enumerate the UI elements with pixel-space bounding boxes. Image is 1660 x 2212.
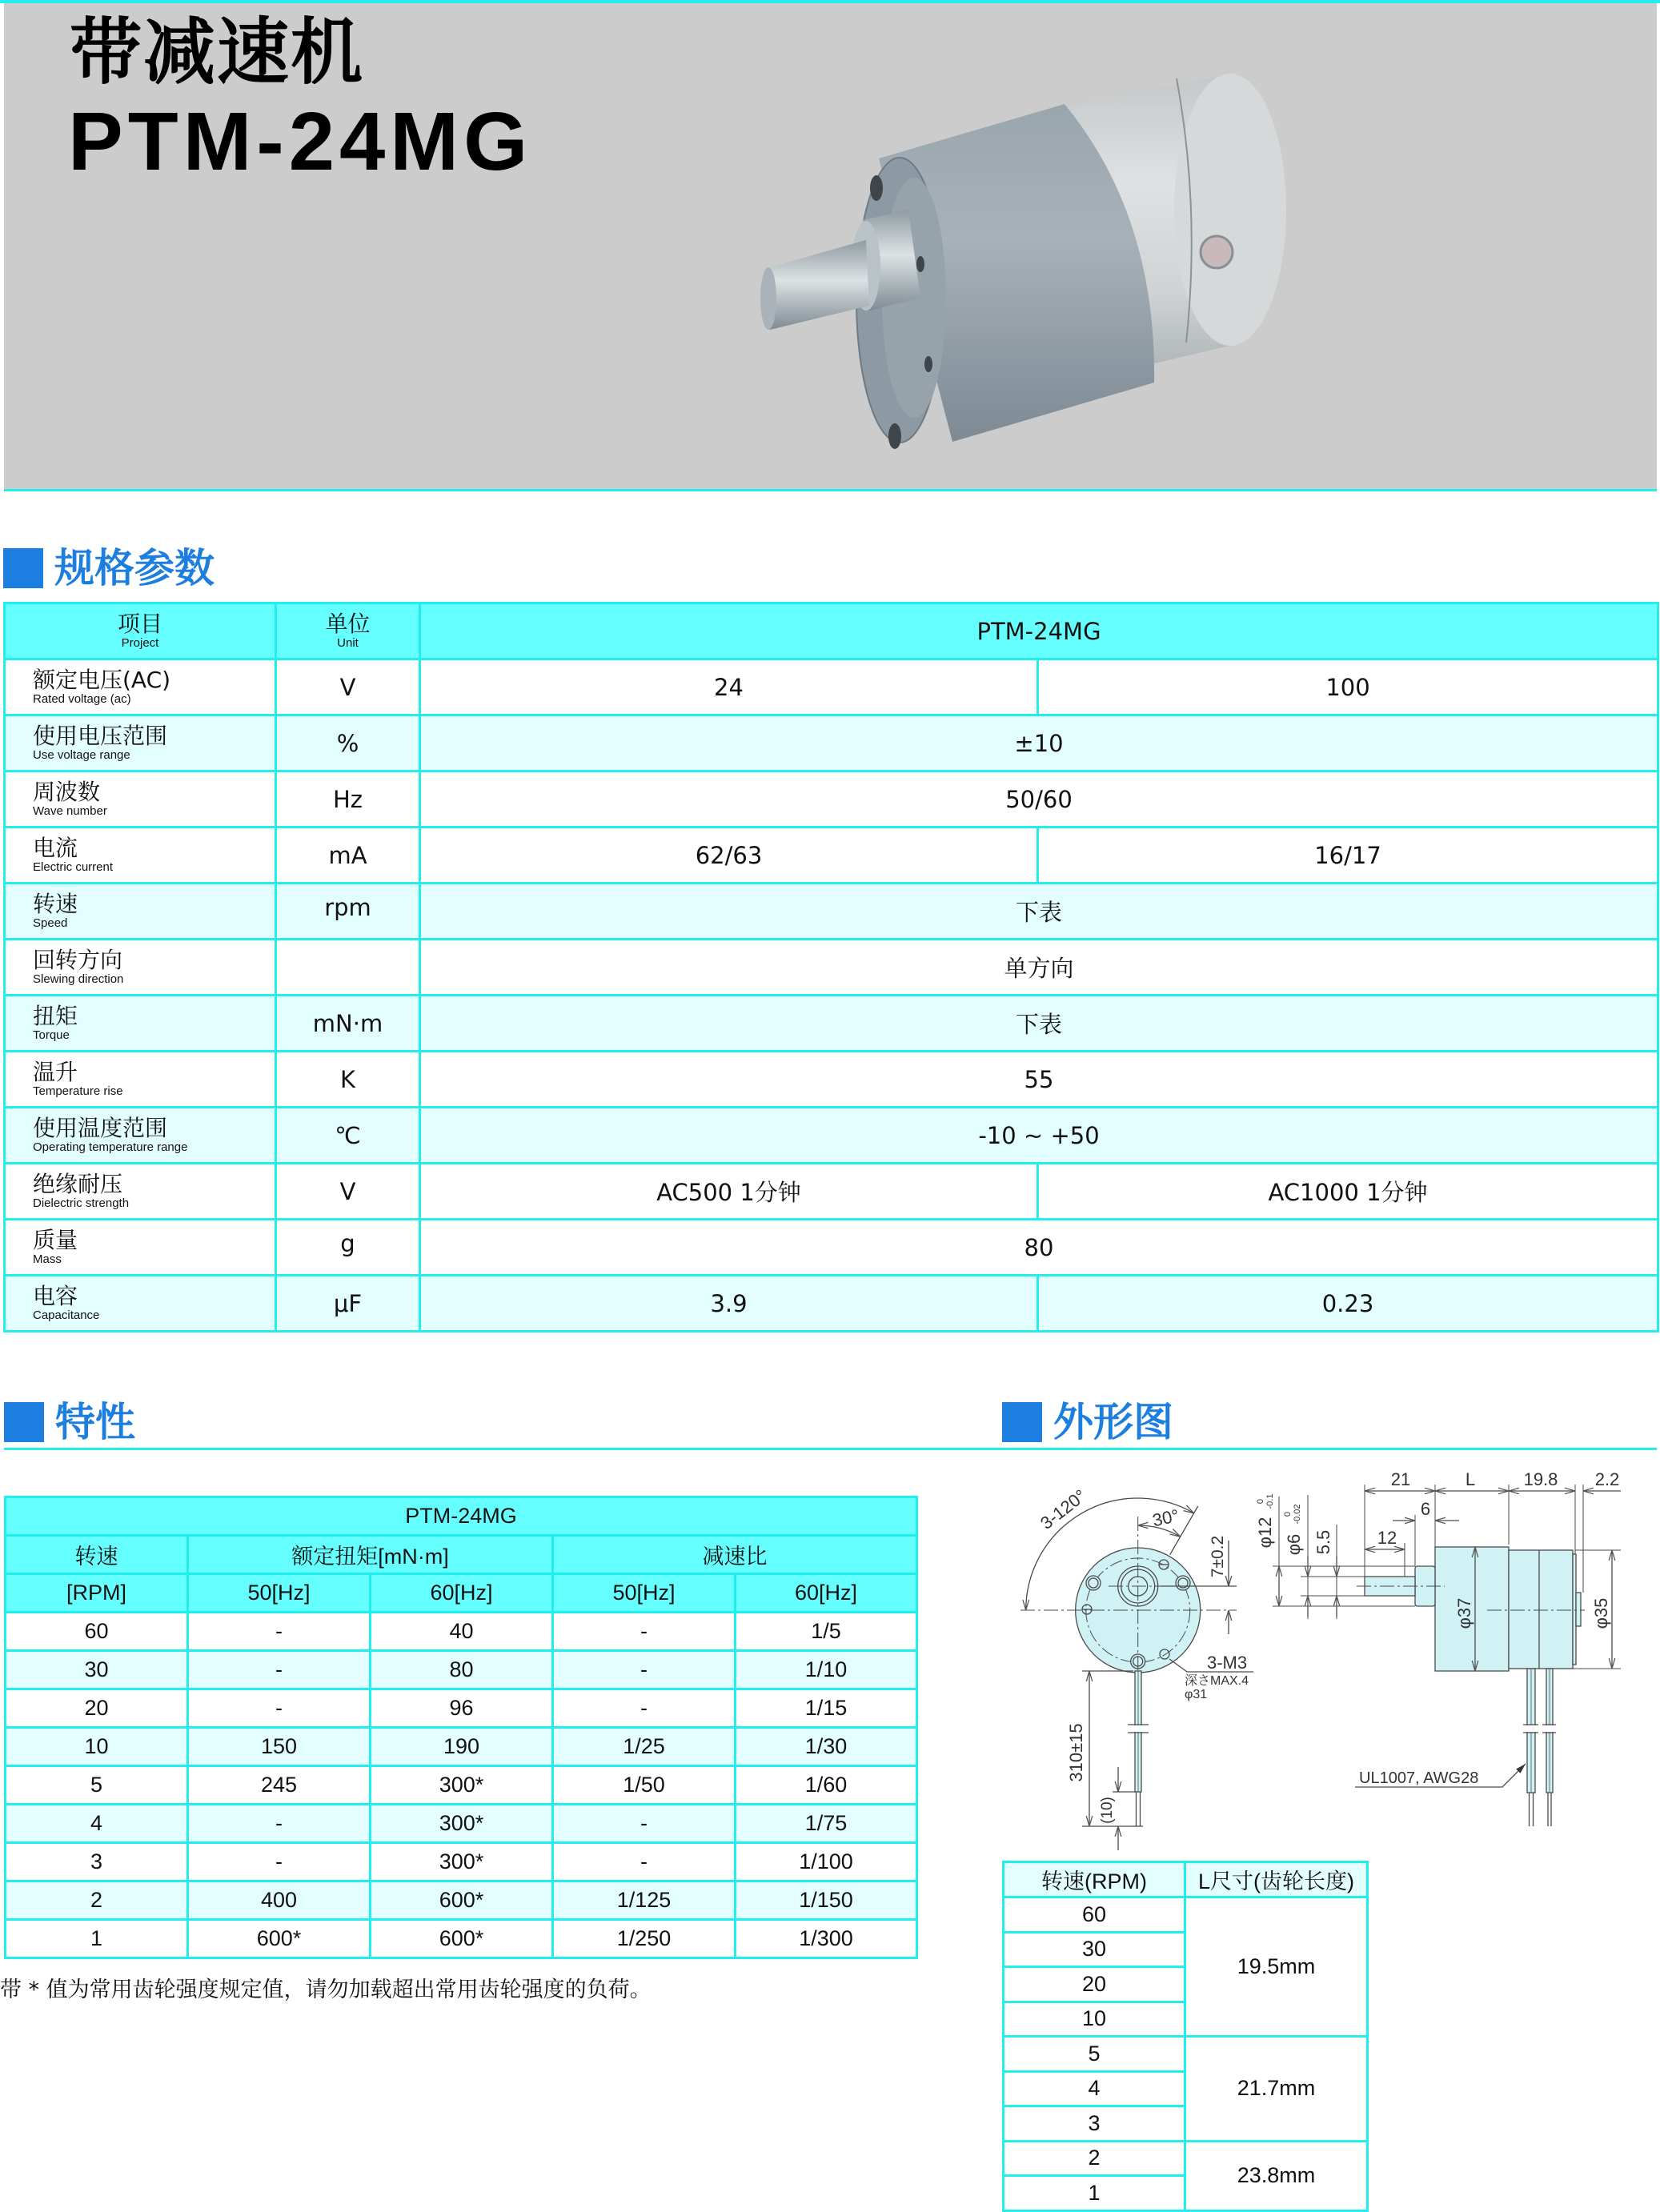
- cell-ratio-60: 1/300: [736, 1920, 917, 1958]
- value-cell: ±10: [420, 715, 1658, 771]
- spec-row-speed: [5, 884, 1658, 940]
- table-row: [6, 1613, 917, 1651]
- lead-wires: [1523, 1669, 1557, 1826]
- cell-ratio-50: 1/250: [553, 1920, 736, 1958]
- tapped-holes-label: 3-M3: [1207, 1653, 1248, 1673]
- cell-ratio-60: 1/30: [736, 1728, 917, 1766]
- pcd-label: φ31: [1185, 1688, 1208, 1701]
- speed-cell: 2: [1004, 2141, 1185, 2176]
- cell-ratio-60: 1/150: [736, 1881, 917, 1920]
- spec-row-dielectric: [5, 1164, 1658, 1220]
- cell-torque-50: -: [188, 1613, 371, 1651]
- row-label: [5, 884, 276, 940]
- row-label: [5, 659, 276, 715]
- motor-body: [1509, 1550, 1573, 1669]
- value-cell: 50/60: [420, 771, 1658, 827]
- row-label: [5, 1220, 276, 1276]
- cell-torque-60: 96: [371, 1689, 553, 1728]
- label-en: Operating temperature range: [33, 1140, 188, 1154]
- unit-cell: Hz: [276, 771, 420, 827]
- unit-cell: μF: [276, 1276, 420, 1332]
- angle-offset-label: 30°: [1150, 1505, 1181, 1531]
- label-cn: 温升: [33, 1059, 78, 1085]
- l-table-header: [1004, 1862, 1368, 1897]
- dim-12-label: 12: [1377, 1528, 1397, 1548]
- speed-cell: 1: [1004, 2176, 1185, 2211]
- cell-ratio-60: 1/60: [736, 1766, 917, 1805]
- label-en: Rated voltage (ac): [33, 692, 131, 706]
- sub-header-ratio-50hz: 50[Hz]: [553, 1574, 736, 1613]
- dim-6-label: 6: [1420, 1499, 1431, 1519]
- spec-row-rated-voltage: [5, 659, 1658, 715]
- l-value-cell: 19.5mm: [1185, 1897, 1368, 2037]
- cell-torque-60: 190: [371, 1728, 553, 1766]
- label-cn: 额定电压(AC): [33, 667, 171, 693]
- unit-cell: ℃: [276, 1108, 420, 1164]
- cell-ratio-60: 1/100: [736, 1843, 917, 1881]
- heading-marker-icon: [3, 548, 43, 588]
- label-cn: 使用温度范围: [33, 1115, 168, 1141]
- wire-spec-label: UL1007, AWG28: [1359, 1769, 1479, 1787]
- cell-torque-50: -: [188, 1843, 371, 1881]
- label-en: Use voltage range: [33, 748, 130, 762]
- dim-l-label: L: [1465, 1469, 1476, 1489]
- table-row: [6, 1689, 917, 1728]
- spec-row-mass: [5, 1220, 1658, 1276]
- row-label: [5, 996, 276, 1052]
- speed-cell: 20: [1004, 1967, 1185, 2002]
- cell-torque-50: -: [188, 1651, 371, 1689]
- cell-rpm: 10: [6, 1728, 188, 1766]
- header-rated-torque: 额定扭矩[mN·m]: [188, 1536, 553, 1574]
- row-label: [5, 940, 276, 996]
- heading-text: 规格参数: [54, 545, 215, 591]
- row-label: [5, 715, 276, 771]
- cell-ratio-50: 1/125: [553, 1881, 736, 1920]
- spec-header-row: [5, 603, 1658, 659]
- cell-rpm: 60: [6, 1613, 188, 1651]
- shaft-tol-upper: 0: [1283, 1511, 1293, 1517]
- heading-text: 外形图: [1053, 1399, 1173, 1445]
- cell-rpm: 2: [6, 1881, 188, 1920]
- unit-cell: V: [276, 1164, 420, 1220]
- value-cell-24v: AC500 1分钟: [420, 1164, 1038, 1220]
- value-cell: 单方向: [420, 940, 1658, 996]
- lead-length-label: 310±15: [1066, 1723, 1086, 1782]
- value-cell-100v: 100: [1038, 659, 1658, 715]
- outline-drawing: [992, 1457, 1660, 1857]
- speed-cell: 60: [1004, 1897, 1185, 1933]
- unit-cell: mA: [276, 827, 420, 884]
- spec-table: [3, 602, 1659, 1332]
- table-row: [6, 1805, 917, 1843]
- label-cn: 周波数: [33, 779, 101, 805]
- hole-depth-label: 深さMAX.4: [1185, 1674, 1249, 1688]
- strip-length-label: (10): [1099, 1797, 1116, 1824]
- value-cell: -10 ~ +50: [420, 1108, 1658, 1164]
- value-cell: 下表: [420, 884, 1658, 940]
- value-cell: 80: [420, 1220, 1658, 1276]
- label-en: Temperature rise: [33, 1084, 123, 1098]
- cell-rpm: 20: [6, 1689, 188, 1728]
- l-value-cell: 23.8mm: [1185, 2141, 1368, 2210]
- spec-row-frequency: [5, 771, 1658, 827]
- value-cell-24v: 62/63: [420, 827, 1038, 884]
- heading-marker-icon: [1002, 1402, 1042, 1442]
- boss-dia-label: φ12: [1255, 1517, 1275, 1549]
- header-item: [5, 603, 276, 659]
- cell-torque-60: 80: [371, 1651, 553, 1689]
- label-en: Capacitance: [33, 1308, 100, 1322]
- cell-ratio-60: 1/5: [736, 1613, 917, 1651]
- chars-model-row: [6, 1497, 917, 1536]
- cell-rpm: 5: [6, 1766, 188, 1805]
- header-reduction-ratio: 减速比: [553, 1536, 917, 1574]
- cell-ratio-60: 1/75: [736, 1805, 917, 1843]
- row-label: [5, 1164, 276, 1220]
- speed-cell: 30: [1004, 1932, 1185, 1967]
- unit-cell: %: [276, 715, 420, 771]
- table-row: [6, 1881, 917, 1920]
- section-heading-specs: [3, 547, 215, 589]
- speed-cell: 5: [1004, 2037, 1185, 2072]
- row-label: [5, 771, 276, 827]
- speed-cell: 4: [1004, 2071, 1185, 2106]
- speed-cell: 10: [1004, 2002, 1185, 2037]
- header-model: PTM-24MG: [420, 603, 1658, 659]
- cell-torque-50: 245: [188, 1766, 371, 1805]
- table-row: [1004, 2037, 1368, 2072]
- value-cell: 下表: [420, 996, 1658, 1052]
- spec-row-voltage-range: [5, 715, 1658, 771]
- header-item-cn: 项目: [117, 611, 162, 637]
- chars-group-header-row: [6, 1536, 917, 1574]
- value-cell-100v: 0.23: [1038, 1276, 1658, 1332]
- cell-torque-50: 150: [188, 1728, 371, 1766]
- label-en: Electric current: [33, 860, 114, 874]
- cell-torque-60: 300*: [371, 1805, 553, 1843]
- label-cn: 使用电压范围: [33, 723, 168, 749]
- unit-cell: [276, 940, 420, 996]
- header-l-dimension: L尺寸(齿轮长度): [1185, 1862, 1368, 1897]
- gearbox-dia-label: φ37: [1454, 1597, 1474, 1629]
- label-en: Speed: [33, 916, 68, 930]
- shaft-offset-label: 7±0.2: [1209, 1535, 1227, 1578]
- header-unit: [276, 603, 420, 659]
- cell-torque-60: 600*: [371, 1920, 553, 1958]
- cell-torque-60: 300*: [371, 1843, 553, 1881]
- table-row: [6, 1766, 917, 1805]
- value-cell: 55: [420, 1052, 1658, 1108]
- label-en: Slewing direction: [33, 972, 124, 986]
- table-row: [1004, 1897, 1368, 1933]
- table-row: [6, 1651, 917, 1689]
- unit-cell: mN·m: [276, 996, 420, 1052]
- cell-torque-50: -: [188, 1805, 371, 1843]
- gear-length-table: [1002, 1861, 1369, 2212]
- spec-row-capacitance: [5, 1276, 1658, 1332]
- geared-motor-photo: [0, 0, 1660, 491]
- label-en: Mass: [33, 1252, 62, 1266]
- l-value-cell: 21.7mm: [1185, 2037, 1368, 2142]
- label-en: Torque: [33, 1028, 70, 1042]
- sub-header-ratio-60hz: 60[Hz]: [736, 1574, 917, 1613]
- header-speed: 转速(RPM): [1004, 1862, 1185, 1897]
- header-speed: 转速: [6, 1536, 188, 1574]
- dim-21-label: 21: [1390, 1469, 1411, 1489]
- sub-header-torque-50hz: 50[Hz]: [188, 1574, 371, 1613]
- unit-cell: rpm: [276, 884, 420, 940]
- header-unit-cn: 单位: [325, 611, 371, 637]
- cell-ratio-50: -: [553, 1613, 736, 1651]
- label-en: Wave number: [33, 804, 107, 818]
- section-heading-characteristics: [4, 1401, 135, 1443]
- row-label: [5, 1108, 276, 1164]
- label-cn: 转速: [33, 891, 78, 917]
- shaft-tol-lower: -0.02: [1293, 1504, 1302, 1525]
- header-item-en: Project: [121, 636, 159, 650]
- shaft-dia-label: φ6: [1284, 1533, 1304, 1556]
- cell-rpm: 30: [6, 1651, 188, 1689]
- label-en: Dielectric strength: [33, 1196, 130, 1210]
- cell-rpm: 3: [6, 1843, 188, 1881]
- spec-row-direction: [5, 940, 1658, 996]
- cell-torque-50: -: [188, 1689, 371, 1728]
- row-label: [5, 1276, 276, 1332]
- table-row: [6, 1728, 917, 1766]
- label-cn: 扭矩: [33, 1003, 78, 1029]
- cell-ratio-50: 1/25: [553, 1728, 736, 1766]
- cell-ratio-50: -: [553, 1689, 736, 1728]
- cell-torque-50: 400: [188, 1881, 371, 1920]
- angle-pitch-label: 3-120°: [1036, 1485, 1090, 1533]
- label-cn: 质量: [33, 1227, 78, 1253]
- gear-strength-footnote: 带 * 值为常用齿轮强度规定值，请勿加载超出常用齿轮强度的负荷。: [0, 1978, 652, 2002]
- header-unit-en: Unit: [337, 636, 359, 650]
- value-cell-100v: AC1000 1分钟: [1038, 1164, 1658, 1220]
- heading-text: 特性: [55, 1399, 135, 1445]
- dim-2-2-label: 2.2: [1594, 1469, 1620, 1489]
- spec-row-temperature-rise: [5, 1052, 1658, 1108]
- row-label: [5, 827, 276, 884]
- model-name: PTM-24MG: [68, 95, 533, 187]
- table-row: [6, 1920, 917, 1958]
- cell-ratio-50: -: [553, 1843, 736, 1881]
- cell-ratio-50: 1/50: [553, 1766, 736, 1805]
- chars-sub-header-row: [6, 1574, 917, 1613]
- flat-label: 5.5: [1313, 1529, 1333, 1555]
- unit-cell: K: [276, 1052, 420, 1108]
- label-cn: 绝缘耐压: [33, 1171, 123, 1197]
- value-cell-24v: 24: [420, 659, 1038, 715]
- label-cn: 回转方向: [33, 947, 123, 973]
- label-cn: 电容: [33, 1283, 78, 1309]
- row-label: [5, 1052, 276, 1108]
- table-row: [6, 1843, 917, 1881]
- sub-header-rpm: [RPM]: [6, 1574, 188, 1613]
- cell-torque-60: 40: [371, 1613, 553, 1651]
- motor-dia-label: φ35: [1591, 1597, 1611, 1629]
- cell-ratio-50: -: [553, 1805, 736, 1843]
- unit-cell: g: [276, 1220, 420, 1276]
- cell-torque-60: 300*: [371, 1766, 553, 1805]
- characteristics-table: [4, 1496, 918, 1959]
- speed-cell: 3: [1004, 2106, 1185, 2142]
- sub-header-torque-60hz: 60[Hz]: [371, 1574, 553, 1613]
- table-row: [1004, 2141, 1368, 2176]
- label-cn: 电流: [33, 835, 78, 861]
- unit-cell: V: [276, 659, 420, 715]
- spec-row-operating-temp: [5, 1108, 1658, 1164]
- heading-marker-icon: [4, 1402, 44, 1442]
- spec-row-torque: [5, 996, 1658, 1052]
- section-heading-outline: [1002, 1401, 1173, 1443]
- cell-ratio-50: -: [553, 1651, 736, 1689]
- boss-tol-upper: 0: [1256, 1498, 1265, 1505]
- value-cell-100v: 16/17: [1038, 827, 1658, 884]
- value-cell-24v: 3.9: [420, 1276, 1038, 1332]
- cell-ratio-60: 1/15: [736, 1689, 917, 1728]
- model-header: PTM-24MG: [6, 1497, 917, 1536]
- spec-row-current: [5, 827, 1658, 884]
- cell-torque-50: 600*: [188, 1920, 371, 1958]
- cell-rpm: 1: [6, 1920, 188, 1958]
- boss-tol-lower: -0.1: [1265, 1493, 1275, 1509]
- page-title: 带减速机: [70, 10, 364, 94]
- dim-19-8-label: 19.8: [1523, 1469, 1558, 1489]
- cell-rpm: 4: [6, 1805, 188, 1843]
- cell-ratio-60: 1/10: [736, 1651, 917, 1689]
- section-divider: [4, 1448, 1657, 1450]
- cell-torque-60: 600*: [371, 1881, 553, 1920]
